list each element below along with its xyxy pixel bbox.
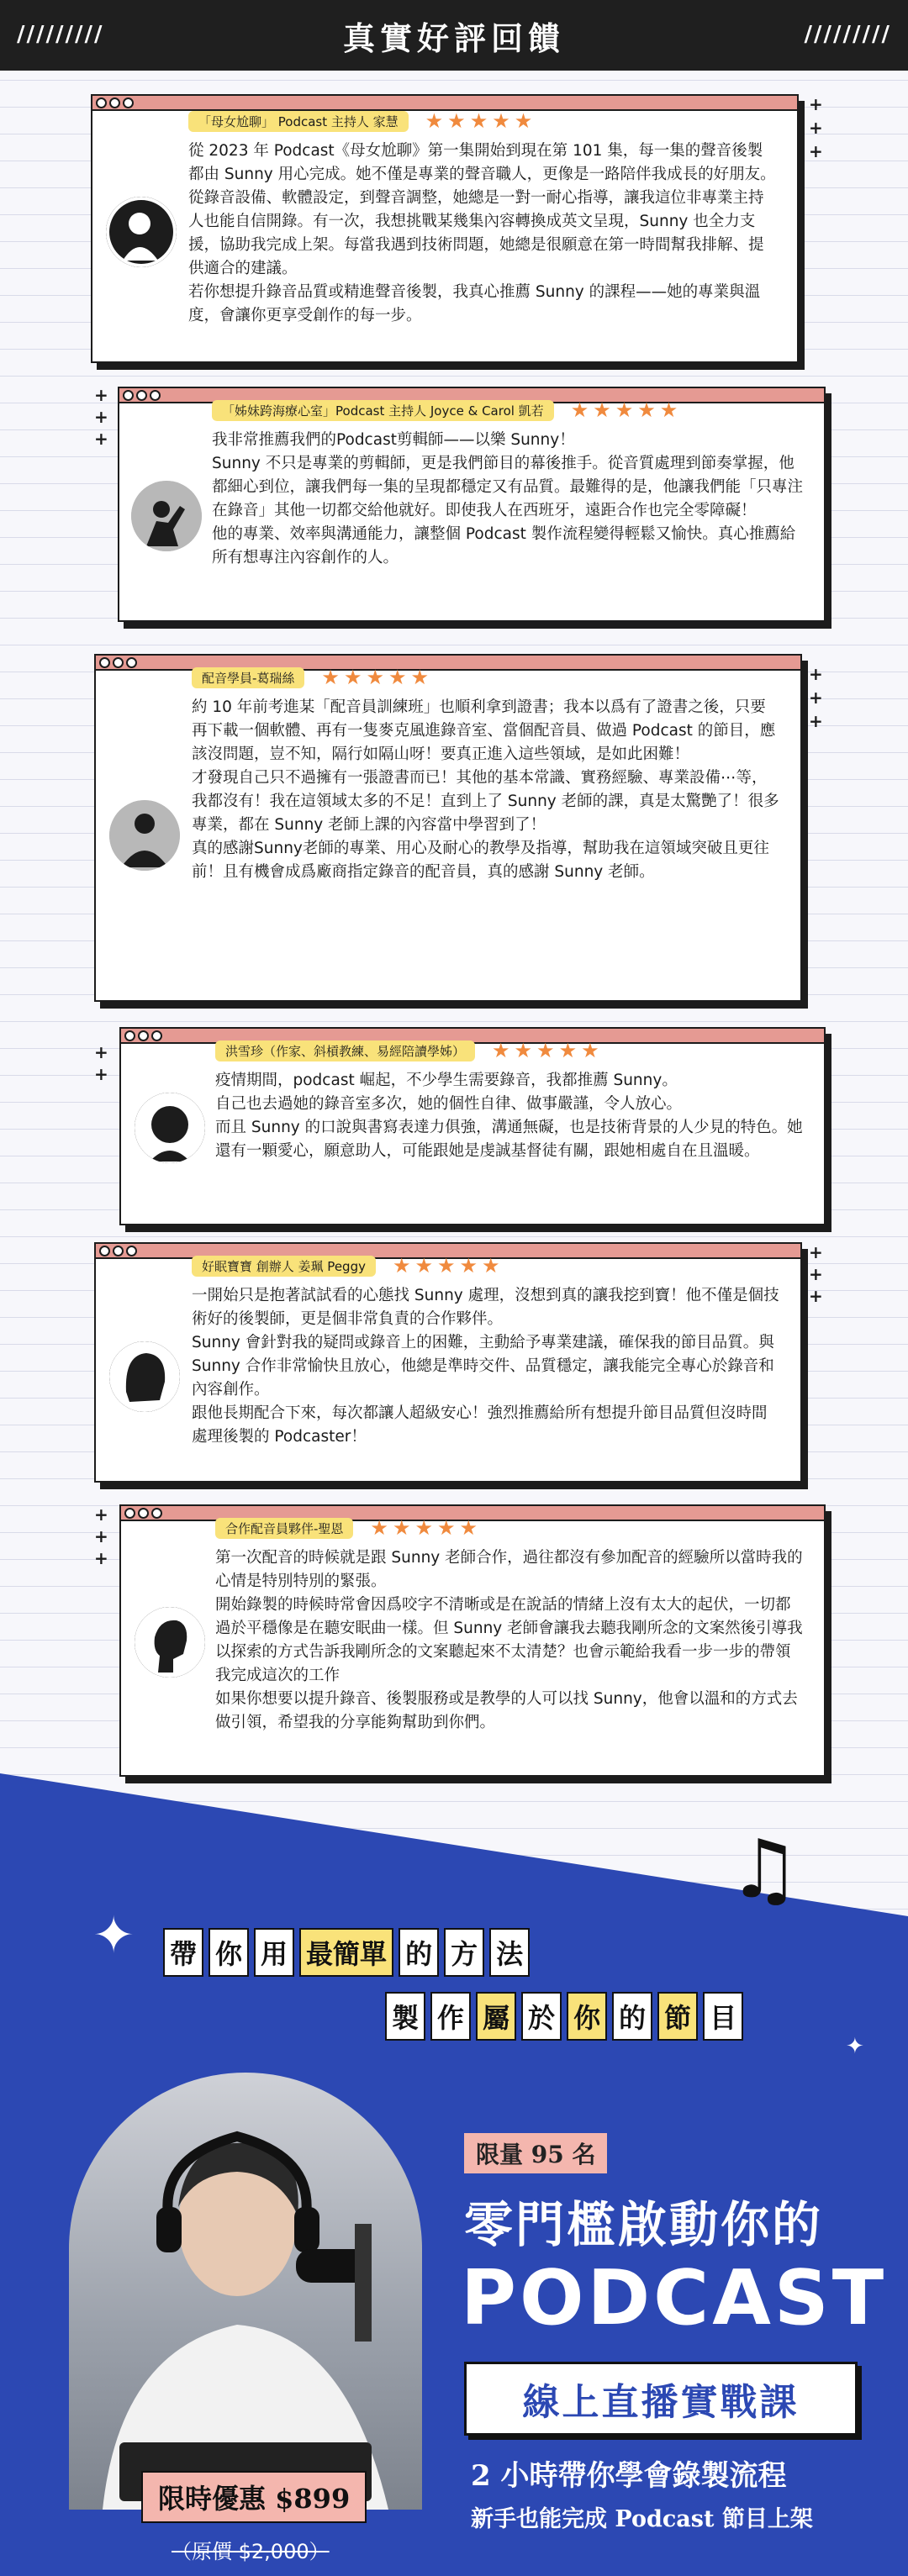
reviewer-name-tag: 洪雪珍（作家、斜槓教練、易經陪讀學姊） (215, 1040, 475, 1061)
plus-icon: + (94, 385, 108, 405)
review-card (94, 1242, 802, 1483)
plus-icon: + (94, 1064, 108, 1084)
headline-char: 用 (254, 1928, 294, 1977)
music-note-icon: ♫ (728, 1822, 801, 1916)
review-paragraph: 疫情期間，podcast 崛起，不少學生需要錄音，我都推薦 Sunny。 (215, 1072, 678, 1089)
review-card (118, 387, 826, 622)
plus-icon: + (809, 1264, 823, 1284)
rating-stars-icon: ★★★★★ (570, 398, 683, 422)
plus-icon: + (809, 711, 823, 731)
promo-subtitle-2: 新手也能完成 Podcast 節目上架 (471, 2506, 813, 2532)
review-text (192, 696, 780, 884)
window-dots-icon (124, 1030, 162, 1041)
headline-char: 方 (444, 1928, 484, 1977)
sparkle-icon: ✦ (92, 1906, 135, 1965)
review-card (119, 1027, 826, 1225)
limit-badge: 限量 95 名 (464, 2133, 607, 2173)
plus-icon: + (94, 1504, 108, 1525)
review-paragraph: 一開始只是抱著試試看的心態找 Sunny 處理，沒想到真的讓我挖到寶！他不僅是個技術好的後製師，更是個非常負責的合作夥伴。 (192, 1287, 779, 1328)
review-paragraph: 開始錄製的時候時常會因爲咬字不清晰或是在說話的情緒上沒有太大的起伏，一切都過於平穩像是在聽安眠曲一樣。但 Sunny 老師會讓我去聽我剛所念的文案然後引導我以探索的方式告訴我剛所念的文案聽起來不太清楚？也會示範給我看一步一步的帶領我完成這次的工作 (215, 1596, 803, 1684)
reviewer-name-tag: 「姊妹跨海療心室」Podcast 主持人 Joyce & Carol 凱若 (212, 400, 554, 421)
avatar (131, 481, 202, 551)
review-card (119, 1504, 826, 1777)
promo-subtitle: 2 小時帶你學會錄製流程 (471, 2459, 787, 2493)
headline-line-2 (385, 1992, 743, 2041)
review-text (188, 140, 777, 328)
rating-stars-icon: ★★★★★ (370, 1516, 482, 1540)
avatar (135, 1093, 205, 1163)
plus-icon: + (809, 141, 823, 161)
review-paragraph: 才發現自己只不過擁有一張證書而已！其他的基本常識、實務經驗、專業設備⋯等，我都沒有！我在這領域太多的不足！直到上了 Sunny 老師的課，真是太驚艷了！很多專業，都在 Sunny 老師上課的內容當中學習到了！ (192, 769, 779, 834)
review-paragraph: 他的專業、效率與溝通能力，讓整個 Podcast 製作流程變得輕鬆又愉快。真心推薦給所有想專注內容創作的人。 (212, 525, 796, 566)
review-card (94, 654, 802, 1002)
rating-stars-icon: ★★★★★ (321, 666, 433, 689)
review-paragraph: 跟他長期配合下來，每次都讓人超級安心！強烈推薦給所有想提升節目品質但沒時間處理後製的 Podcaster！ (192, 1404, 768, 1446)
review-paragraph: Sunny 會針對我的疑問或錄音上的困難，主動給予專業建議，確保我的節目品質。與 Sunny 合作非常愉快且放心，他總是準時交件、品質穩定，讓我能完全專心於錄音和內容創作。 (192, 1334, 774, 1399)
original-price: （原價 $2,000） (172, 2540, 330, 2563)
header-slashes-right: ///////// (804, 22, 891, 47)
plus-icon: + (809, 1286, 823, 1306)
headline-char: 目 (703, 1992, 743, 2041)
rating-stars-icon: ★★★★★ (392, 1254, 504, 1277)
avatar (109, 800, 180, 871)
review-text (215, 1069, 804, 1163)
reviewer-name-tag: 好眠寶寶 創辦人 姜珮 Peggy (192, 1256, 376, 1277)
review-card (91, 94, 799, 363)
reviewer-name-tag: 配音學員-葛瑞絲 (192, 667, 304, 688)
headline-char: 的 (399, 1928, 439, 1977)
avatar (109, 1341, 180, 1412)
window-dots-icon (96, 97, 134, 108)
plus-icon: + (94, 429, 108, 449)
headline-char: 你 (209, 1928, 249, 1977)
sparkle-icon: ✦ (846, 2034, 864, 2059)
review-paragraph: 真的感謝Sunny老師的專業、用心及耐心的教學及指導，幫助我在這領域突破且更往前！且有機會成爲廠商指定錄音的配音員，真的感謝 Sunny 老師。 (192, 840, 769, 881)
header-slashes-left: ///////// (17, 22, 104, 47)
review-paragraph: 如果你想要以提升錄音、後製服務或是教學的人可以找 Sunny，他會以溫和的方式去做引領，希望我的分享能夠幫助到你們。 (215, 1690, 798, 1731)
plus-icon: + (809, 664, 823, 684)
price-badge[interactable]: 限時優惠 $899 (141, 2471, 367, 2523)
review-paragraph: 而且 Sunny 的口說與書寫表達力俱強，溝通無礙，也是技術背景的人少見的特色。她還有一顆愛心，願意助人，可能跟她是虔誠基督徒有關，跟她相處自在且溫暖。 (215, 1119, 803, 1160)
plus-icon: + (809, 1242, 823, 1262)
review-paragraph: 第一次配音的時候就是跟 Sunny 老師合作，過往都沒有參加配音的經驗所以當時我的心情是特別特別的緊張。 (215, 1549, 803, 1590)
reviewer-name-tag: 合作配音員夥伴-聖恩 (215, 1518, 353, 1539)
headline-char: 帶 (163, 1928, 203, 1977)
headline-char: 於 (521, 1992, 562, 2041)
review-paragraph: Sunny 不只是專業的剪輯師，更是我們節目的幕後推手。從音質處理到節奏掌握，他都細心到位，讓我們每一集的呈現都穩定又有品質。最難得的是，他讓我們能「只專注在錄音」其他一切都交給他就好。即使我人在西班牙，遠距合作也完全零障礙！ (212, 455, 804, 519)
headline-highlight: 最簡單 (299, 1928, 393, 1977)
plus-icon: + (94, 1548, 108, 1568)
window-dots-icon (99, 657, 137, 668)
plus-icon: + (94, 407, 108, 427)
plus-icon: + (809, 687, 823, 708)
review-text (212, 429, 805, 570)
review-paragraph: 約 10 年前考進某「配音員訓練班」也順利拿到證書；我本以爲有了證書之後，只要再下載一個軟體、再有一隻麥克風進錄音室、當個配音員、做過 Podcast 的節目，應該沒問題，豈不知，隔行如隔山呀！要真正進入這些領域，是如此困難！ (192, 698, 776, 763)
plus-icon: + (94, 1526, 108, 1546)
review-paragraph: 我非常推薦我們的Podcast剪輯師——以樂 Sunny！ (212, 431, 575, 449)
promo-title: 零門檻啟動你的 (464, 2196, 824, 2253)
headline-highlight: 節 (657, 1992, 698, 2041)
review-text (192, 1284, 780, 1449)
review-paragraph: 從 2023 年 Podcast《母女尬聊》第一集開始到現在第 101 集，每一集的聲音後製都由 Sunny 用心完成。她不僅是專業的聲音職人，更像是一路陪伴我成長的好朋友。從錄音設備、軟體設定，到聲音調整，她總是一對一耐心指導，讓我這位非專業主持人也能自信開錄。有一次，我想挑戰某幾集內容轉換成英文呈現，Sunny 也全力支援，協助我完成上架。每當我遇到技術問題，她總是很願意在第一時間幫我排解、提供適合的建議。 (188, 142, 776, 277)
window-dots-icon (123, 390, 161, 401)
review-text (215, 1546, 804, 1735)
headline-char: 的 (612, 1992, 652, 2041)
rating-stars-icon: ★★★★★ (425, 109, 537, 133)
review-paragraph: 若你想提升錄音品質或精進聲音後製，我真心推薦 Sunny 的課程——她的專業與溫度，會讓你更享受創作的每一步。 (188, 283, 761, 324)
plus-icon: + (809, 94, 823, 114)
plus-icon: + (94, 1042, 108, 1062)
course-name-box: 線上直播實戰課 (464, 2362, 858, 2436)
reviewer-name-tag: 「母女尬聊」 Podcast 主持人 家慧 (188, 111, 409, 132)
headline-char: 製 (385, 1992, 425, 2041)
plus-icon: + (809, 118, 823, 138)
avatar (106, 197, 177, 267)
page-header (0, 0, 908, 71)
window-dots-icon (124, 1508, 162, 1519)
headline-highlight: 屬 (476, 1992, 516, 2041)
instructor-photo (69, 2073, 422, 2510)
avatar (135, 1607, 205, 1678)
window-dots-icon (99, 1246, 137, 1256)
headline-char: 作 (430, 1992, 471, 2041)
rating-stars-icon: ★★★★★ (492, 1039, 604, 1062)
promo-podcast-title: PODCAST (461, 2254, 888, 2342)
page-title: 真實好評回饋 (342, 19, 565, 57)
instructor-photo-illustration (69, 2073, 422, 2510)
headline-line-1 (163, 1928, 530, 1977)
headline-char: 法 (489, 1928, 530, 1977)
headline-highlight: 你 (567, 1992, 607, 2041)
review-paragraph: 自己也去過她的錄音室多次，她的個性自律、做事嚴謹，令人放心。 (215, 1095, 683, 1113)
